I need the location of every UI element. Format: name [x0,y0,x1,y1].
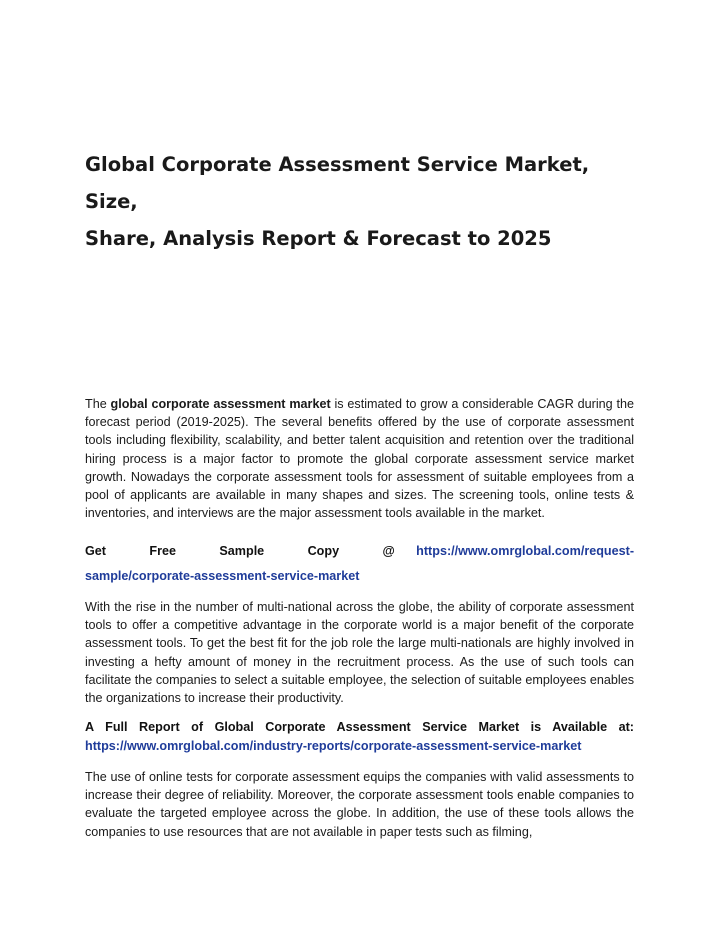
title-line-1: Global Corporate Assessment Service Market, Size, [85,153,590,213]
body-paragraph-3: The use of online tests for corporate assessment equips the companies with valid assessments to increase their degree of reliability. Moreover, the corporate assessment tools enable companies to evaluate the targeted employee across the globe. In addition, the use of these tools allows the companies to use resources that are not available in paper tests such as filming, [85,770,634,839]
full-report-link[interactable]: https://www.omrglobal.com/industry-reports/corporate-assessment-service-market [85,738,582,753]
intro-prefix: The [85,397,111,411]
full-report-label: A Full Report of Global Corporate Assessment Service Market is Available at: [85,720,634,734]
intro-paragraph [85,395,634,522]
free-sample-line [85,539,634,589]
title-line-2: Share, Analysis Report & Forecast to 2025 [85,227,552,250]
intro-highlight: global corporate assessment market [110,397,331,411]
page-title [85,146,645,257]
free-sample-label: Get Free Sample Copy @ [85,544,395,558]
full-report-line [85,718,634,755]
body-paragraph-2: With the rise in the number of multi-national across the globe, the ability of corporate assessment tools to offer a competitive advantage in the corporate world is a major benefit of the corporate assessment tools. To get the best fit for the job role the large multi-nationals are highly involved in investing a hefty amount of money in the recruitment process. As the use of such tools can facilitate the companies to select a suitable employee, the selection of suitable employees enables the organizations to increase their productivity. [85,600,634,706]
intro-body: is estimated to grow a considerable CAGR during the forecast period (2019-2025). The several benefits offered by the use of corporate assessment tools including flexibility, scalability, and better talent acquisition and retention over the traditional hiring process is a major factor to promote the global corporate assessment service market growth. Nowadays the corporate assessment tools for assessment of suitable employees from a pool of applicants are available in many shapes and sizes. The screening tools, online tests & inventories, and interviews are the major assessment tools available in the market. [85,397,634,521]
free-sample-link[interactable]: https://www.omrglobal.com/request-sample/corporate-assessment-service-market [85,544,635,583]
